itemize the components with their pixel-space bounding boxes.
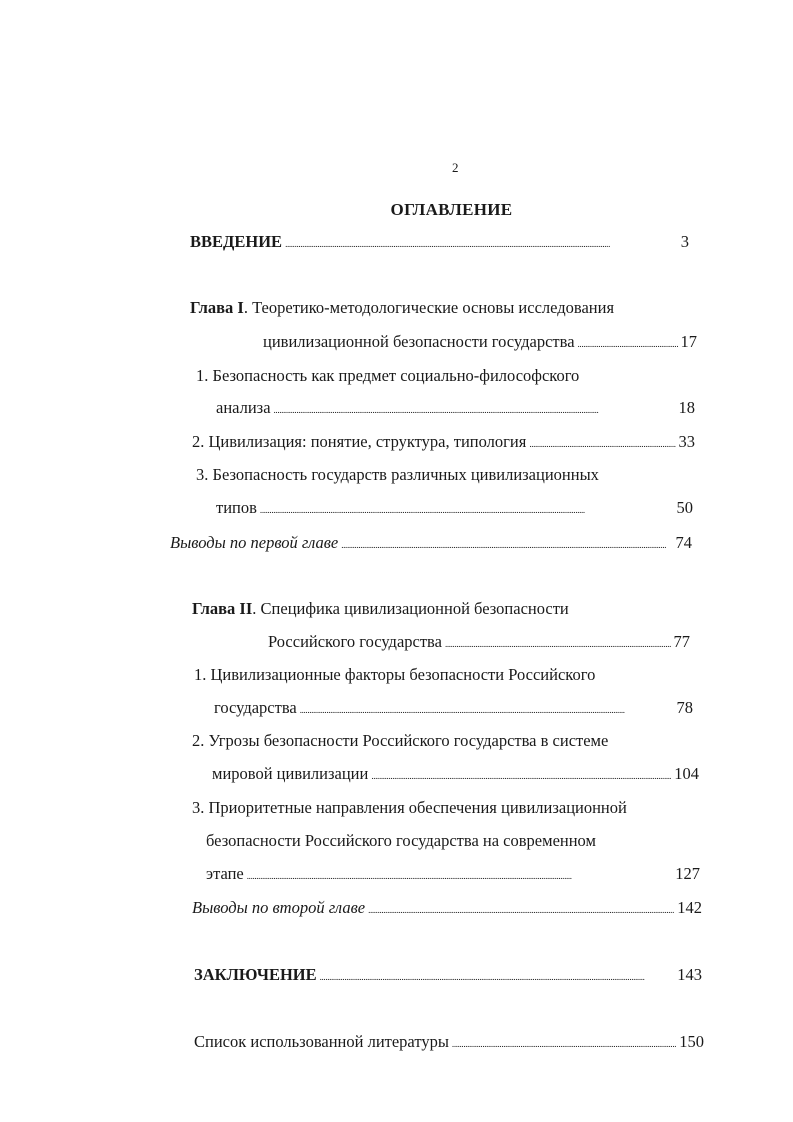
dot-leader [285,232,678,252]
toc-section-2-3-line2[interactable]: безопасности Российского государства на современном [206,831,596,850]
toc-section-2-2-continuation[interactable] [212,764,699,784]
dot-leader [529,432,675,452]
page-title: ОГЛАВЛЕНИЕ [390,200,513,219]
toc-label: анализа [216,398,271,417]
toc-label: типов [216,498,257,517]
toc-page: 143 [677,965,702,984]
toc-chapter1-continuation[interactable] [263,332,697,352]
toc-chapter1-conclusions[interactable] [170,533,692,553]
toc-section-2-3[interactable]: 3. Приоритетные направления обеспечения цивилизационной [192,798,627,817]
toc-page: 33 [678,432,695,451]
toc-label: ЗАКЛЮЧЕНИЕ [194,965,317,984]
toc-chapter2-conclusions[interactable] [192,898,702,918]
dot-leader [260,498,674,518]
toc-page: 127 [675,864,700,883]
toc-page: 142 [677,898,702,917]
toc-label: ВВЕДЕНИЕ [190,232,283,251]
toc-section-1-3[interactable]: 3. Безопасность государств различных цивилизационных [196,465,599,484]
toc-section-2-1[interactable]: 1. Цивилизационные факторы безопасности Российского [194,665,596,684]
dot-leader [341,533,672,553]
toc-page: 150 [679,1032,704,1051]
chapter-prefix: Глава I [190,298,244,317]
toc-page: 104 [674,764,699,783]
dot-leader [320,965,675,985]
toc-chapter2-continuation[interactable] [268,632,690,652]
toc-label: цивилизационной безопасности государства [263,332,575,351]
page-number: 2 [452,160,459,175]
toc-section-1-2[interactable] [192,432,695,452]
toc-section-2-3-continuation[interactable] [206,864,700,884]
toc-chapter1-heading[interactable] [190,298,614,318]
toc-page: 3 [680,232,689,251]
toc-label: Список использованной литературы [194,1032,449,1051]
toc-label: Выводы по первой главе [170,533,339,552]
toc-label: этапе [206,864,244,883]
dot-leader [368,898,674,918]
toc-page: 50 [676,498,693,517]
toc-entry-conclusion[interactable] [194,965,702,985]
toc-section-2-2[interactable]: 2. Угрозы безопасности Российского государства в системе [192,731,609,750]
chapter-prefix: Глава II [192,599,253,618]
chapter-title: . Теоретико-методологические основы исследования [243,298,615,317]
dot-leader [371,764,671,784]
toc-label: Российского государства [268,632,442,651]
chapter-title: . Специфика цивилизационной безопасности [252,599,569,618]
toc-entry-intro[interactable] [190,232,689,252]
toc-page: 17 [680,332,697,351]
toc-section-2-1-continuation[interactable] [214,698,693,718]
toc-page: 77 [673,632,690,651]
dot-leader [274,398,676,418]
toc-page: 18 [678,398,695,417]
dot-leader [300,698,674,718]
toc-label: мировой цивилизации [212,764,369,783]
toc-label: Выводы по второй главе [192,898,366,917]
dot-leader [578,332,678,352]
toc-section-1-1-continuation[interactable] [216,398,695,418]
dot-leader [445,632,671,652]
toc-label: 2. Цивилизация: понятие, структура, типология [192,432,527,451]
toc-chapter2-heading[interactable] [192,599,569,619]
toc-entry-references[interactable] [194,1032,704,1052]
toc-section-1-1[interactable]: 1. Безопасность как предмет социально-философского [196,366,580,385]
toc-page: 78 [676,698,693,717]
dot-leader [247,864,672,884]
toc-label: государства [214,698,297,717]
dot-leader [452,1032,676,1052]
toc-section-1-3-continuation[interactable] [216,498,693,518]
toc-page: 74 [675,533,692,552]
